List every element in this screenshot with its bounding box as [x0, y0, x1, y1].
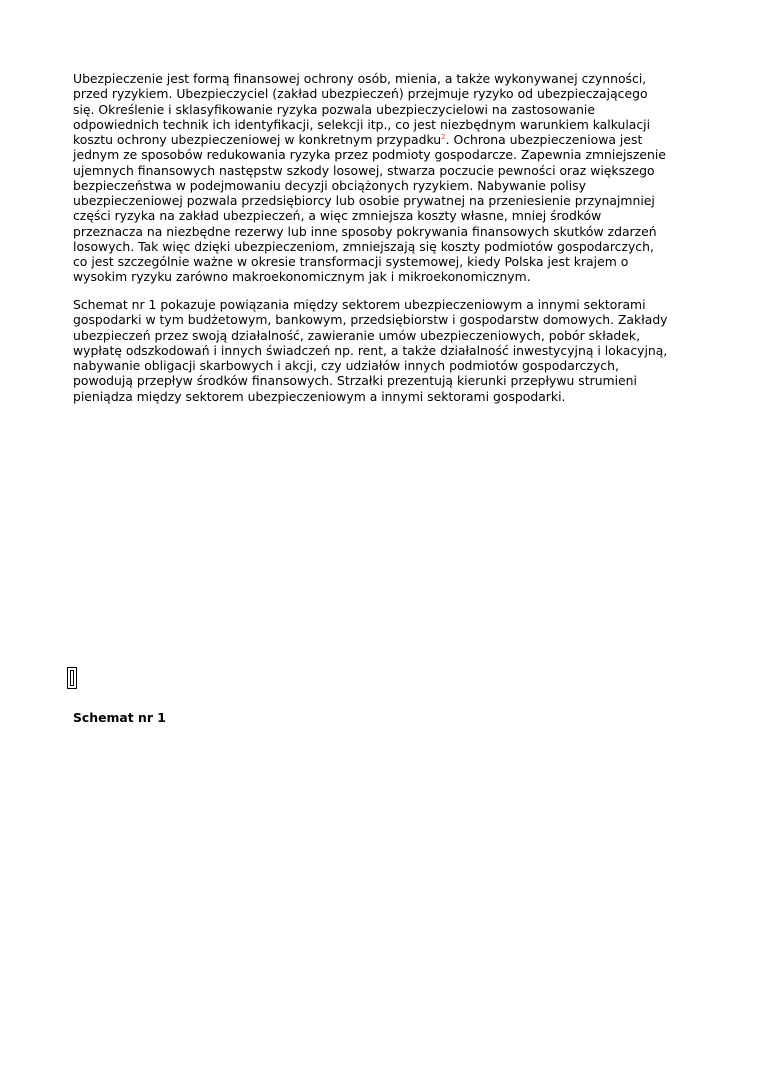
text-line: powodują przepływ środków finansowych. Strzałki prezentują kierunki przepływu strumieni [73, 373, 637, 389]
text-line: pieniądza między sektorem ubezpieczeniowym a innymi sektorami gospodarki. [73, 388, 566, 404]
text-line: ubezpieczeń przez swoją działalność, zawieranie umów ubezpieczeniowych, pobór składek, [73, 327, 641, 343]
text-line: jednym ze sposobów redukowania ryzyka przez podmioty gospodarcze. Zapewnia zmniejszenie [73, 147, 666, 163]
text-line: wypłatę odszkodowań i innych świadczeń np. rent, a także działalność inwestycyjną i lokacyjną, [73, 342, 668, 358]
text-line: części ryzyka na zakład ubezpieczeń, a więc zmniejsza koszty własne, mniej środków [73, 208, 602, 224]
text-line: wysokim ryzyku zarówno makroekonomicznym jak i mikroekonomicznym. [73, 269, 531, 285]
text-line: ujemnych finansowych następstw szkody losowej, stwarza poczucie pewności oraz większego [73, 162, 655, 178]
text-line: się. Określenie i sklasyfikowanie ryzyka pozwala ubezpieczycielowi na zastosowanie [73, 101, 595, 117]
footnote-reference-link[interactable]: 2 [441, 133, 446, 141]
text-line: przed ryzykiem. Ubezpieczyciel (zakład ubezpieczeń) przejmuje ryzyko od ubezpieczającego [73, 86, 648, 102]
missing-image-placeholder-icon [67, 667, 77, 689]
text-line: Ubezpieczenie jest formą finansowej ochrony osób, mienia, a także wykonywanej czynności, [73, 71, 647, 86]
text-line: co jest szczególnie ważne w okresie transformacji systemowej, kiedy Polska jest krajem o [73, 254, 629, 269]
text-line: przeznacza na niezbędne rezerwy lub inne sposoby pokrywania finansowych skutków zdarzeń [73, 223, 657, 239]
text-line: losowych. Tak więc dzięki ubezpieczeniom, zmniejszają się koszty podmiotów gospodarczych, [73, 238, 654, 254]
schema-caption: Schemat nr 1 [73, 710, 166, 725]
text-line-part: kosztu ochrony ubezpieczeniowej w konkretnym przypadku [73, 132, 442, 147]
text-line-part: . Ochrona ubezpieczeniowa jest [445, 132, 643, 147]
text-line-with-footnote [73, 132, 693, 147]
paragraph-schema-description [73, 297, 693, 404]
text-line: ubezpieczeniowej pozwala przedsiębiorcy lub osobie prywatnej na przeniesienie przynajmniej [73, 193, 655, 208]
text-line: bezpieczeństwa w podejmowaniu decyzji obciążonych ryzykiem. Nabywanie polisy [73, 177, 586, 193]
text-line: odpowiednich technik ich identyfikacji, selekcji itp., co jest niezbędnym warunkiem kalkulacji [73, 116, 651, 132]
text-line: Schemat nr 1 pokazuje powiązania między sektorem ubezpieczeniowym a innymi sektorami [73, 297, 646, 312]
text-line: nabywanie obligacji skarbowych i akcji, czy udziałów innych podmiotów gospodarczych, [73, 358, 619, 373]
text-line: gospodarki w tym budżetowym, bankowym, przedsiębiorstw i gospodarstw domowych. Zakłady [73, 312, 668, 328]
paragraph-insurance-definition [73, 71, 693, 285]
